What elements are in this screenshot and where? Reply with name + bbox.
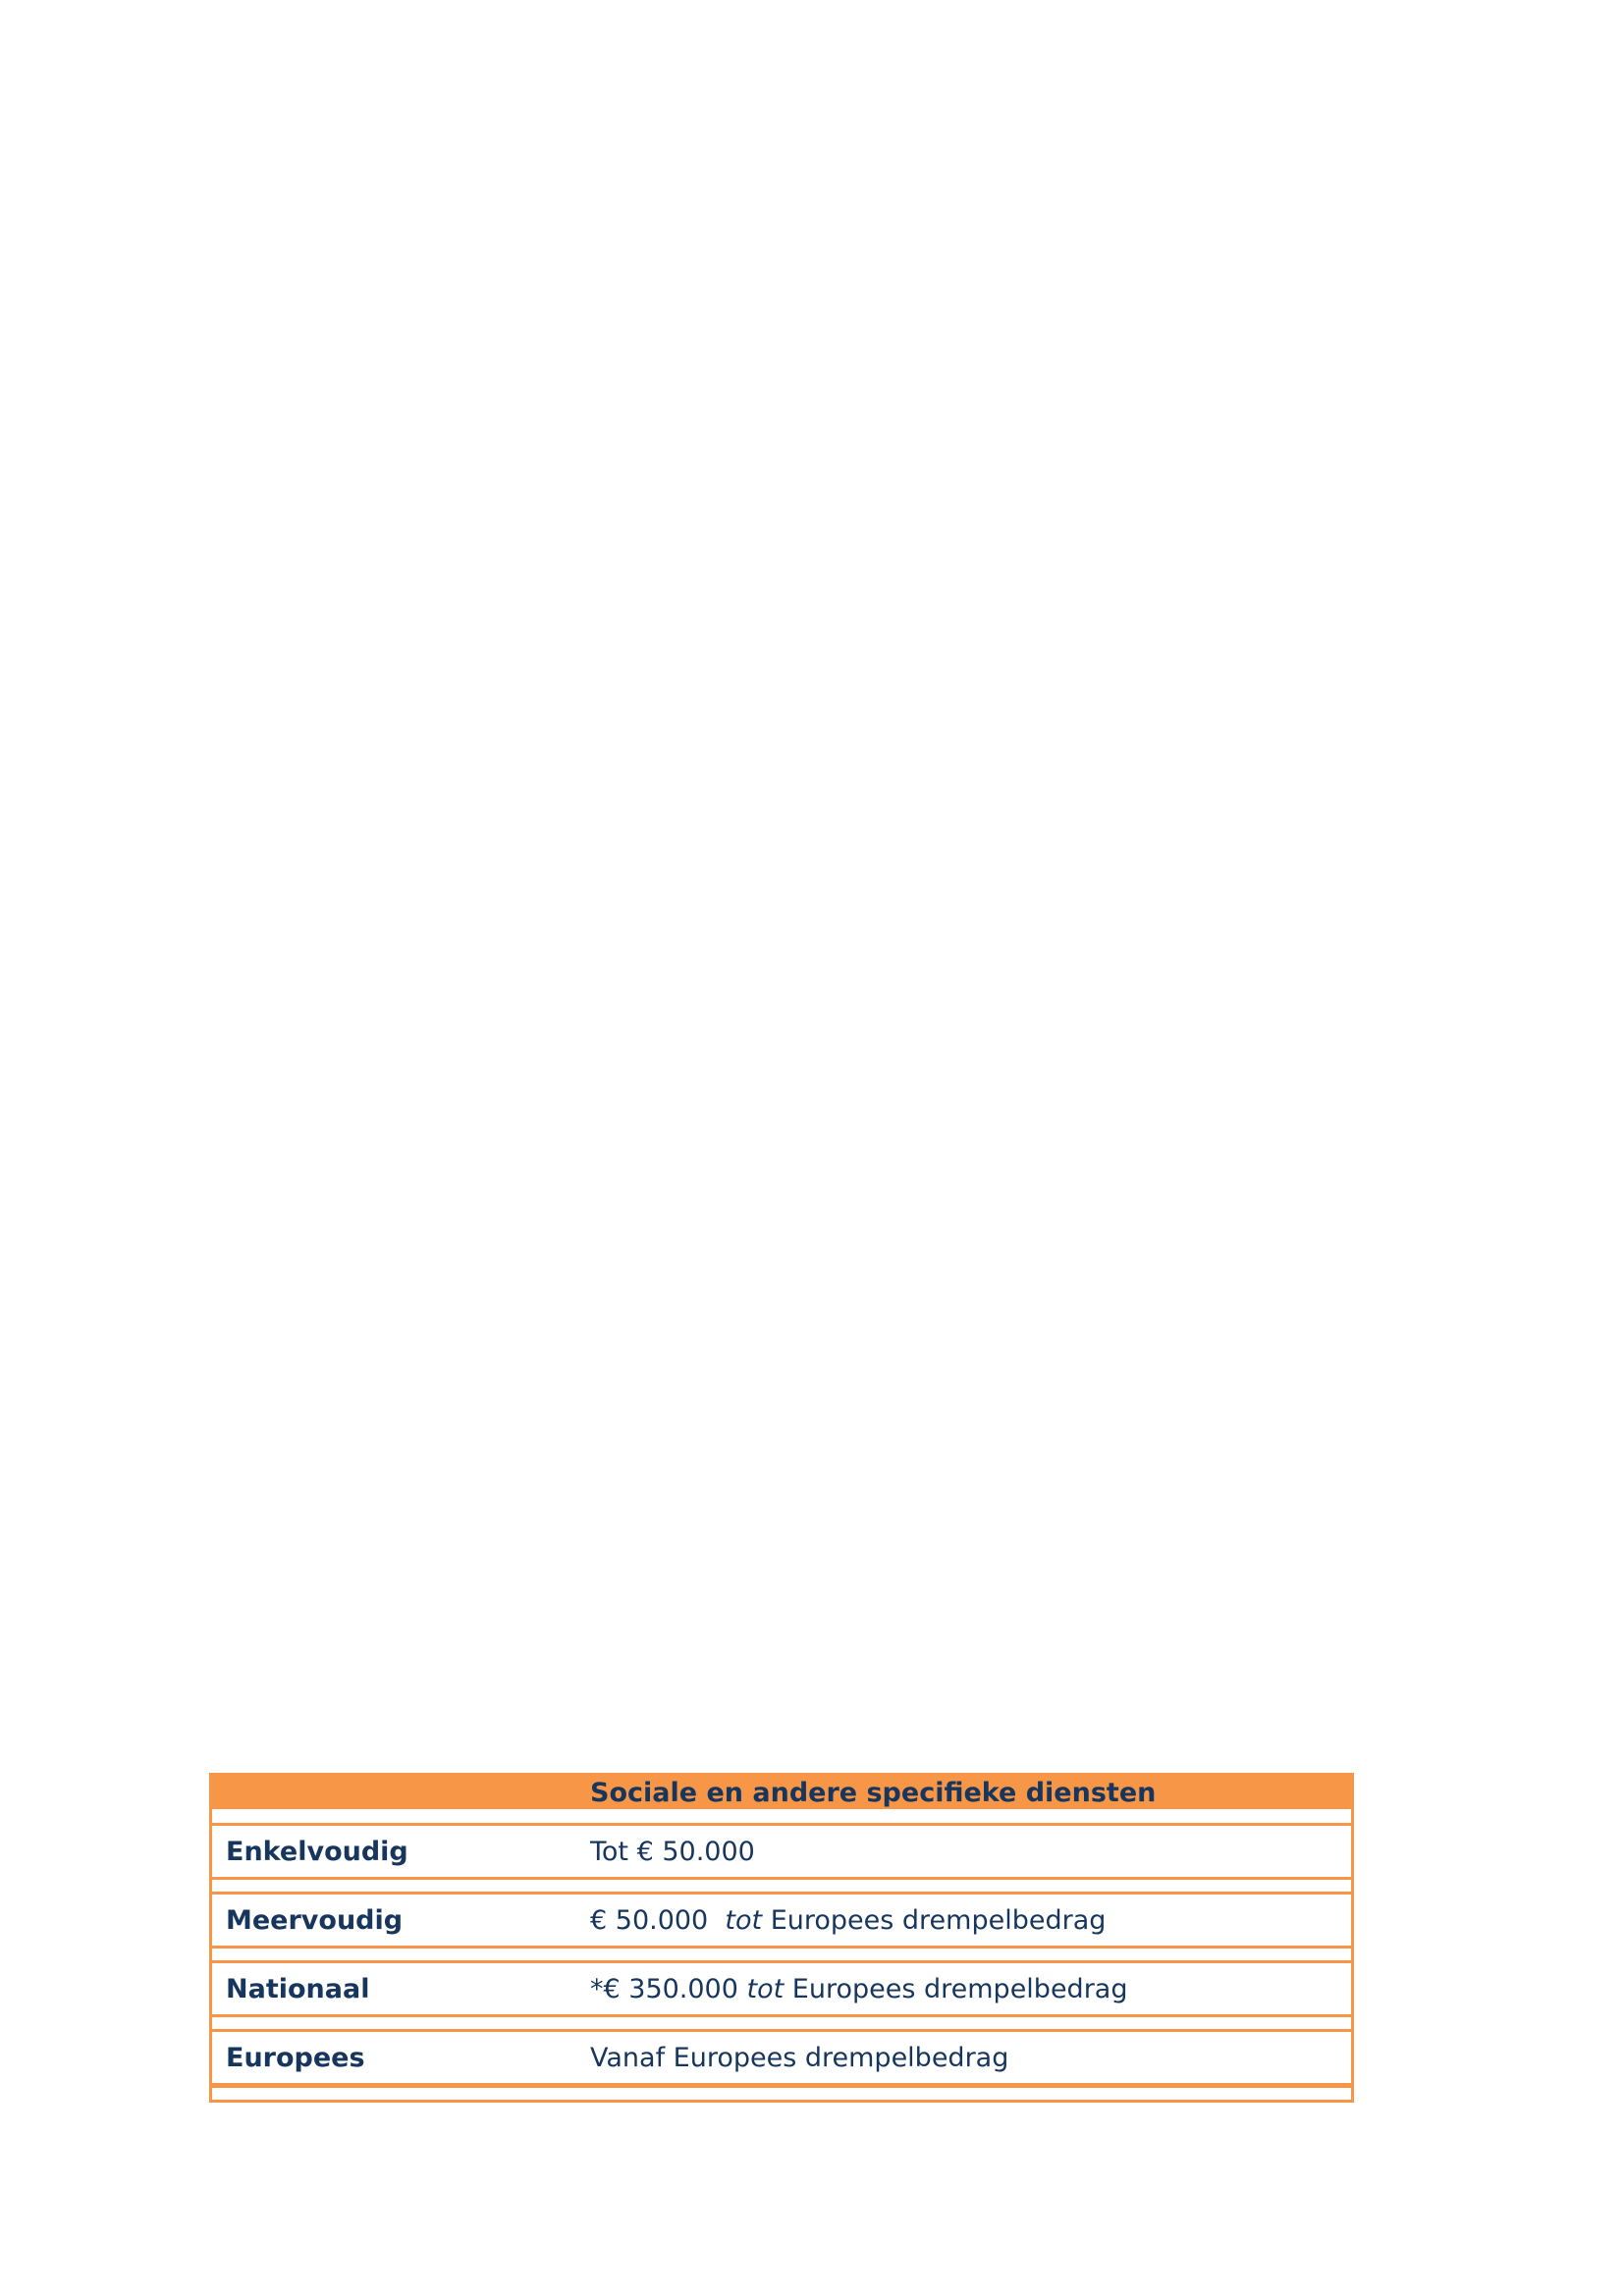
row-label: Europees <box>226 2043 365 2073</box>
table-row-europees <box>212 2032 1351 2088</box>
row-label: Nationaal <box>226 1974 370 2004</box>
table-row-nationaal <box>212 1963 1351 2017</box>
table-row-enkelvoudig <box>212 1826 1351 1880</box>
row-label: Enkelvoudig <box>226 1837 408 1867</box>
row-value: *€ 350.000 tot Europees drempelbedrag <box>590 1974 1128 2004</box>
table-header-title: Sociale en andere specifieke diensten <box>590 1778 1157 1808</box>
row-spacer <box>212 1880 1351 1895</box>
procurement-thresholds-table <box>209 1773 1354 2103</box>
row-value: Tot € 50.000 <box>590 1837 755 1867</box>
row-spacer <box>212 1949 1351 1963</box>
header-spacer <box>212 1809 1351 1826</box>
row-spacer <box>212 2017 1351 2032</box>
row-label: Meervoudig <box>226 1905 404 1936</box>
table-row-meervoudig <box>212 1895 1351 1949</box>
row-value: Vanaf Europees drempelbedrag <box>590 2043 1009 2073</box>
row-spacer <box>212 2088 1351 2100</box>
table-header <box>212 1776 1351 1809</box>
row-value: € 50.000 tot Europees drempelbedrag <box>590 1905 1107 1936</box>
